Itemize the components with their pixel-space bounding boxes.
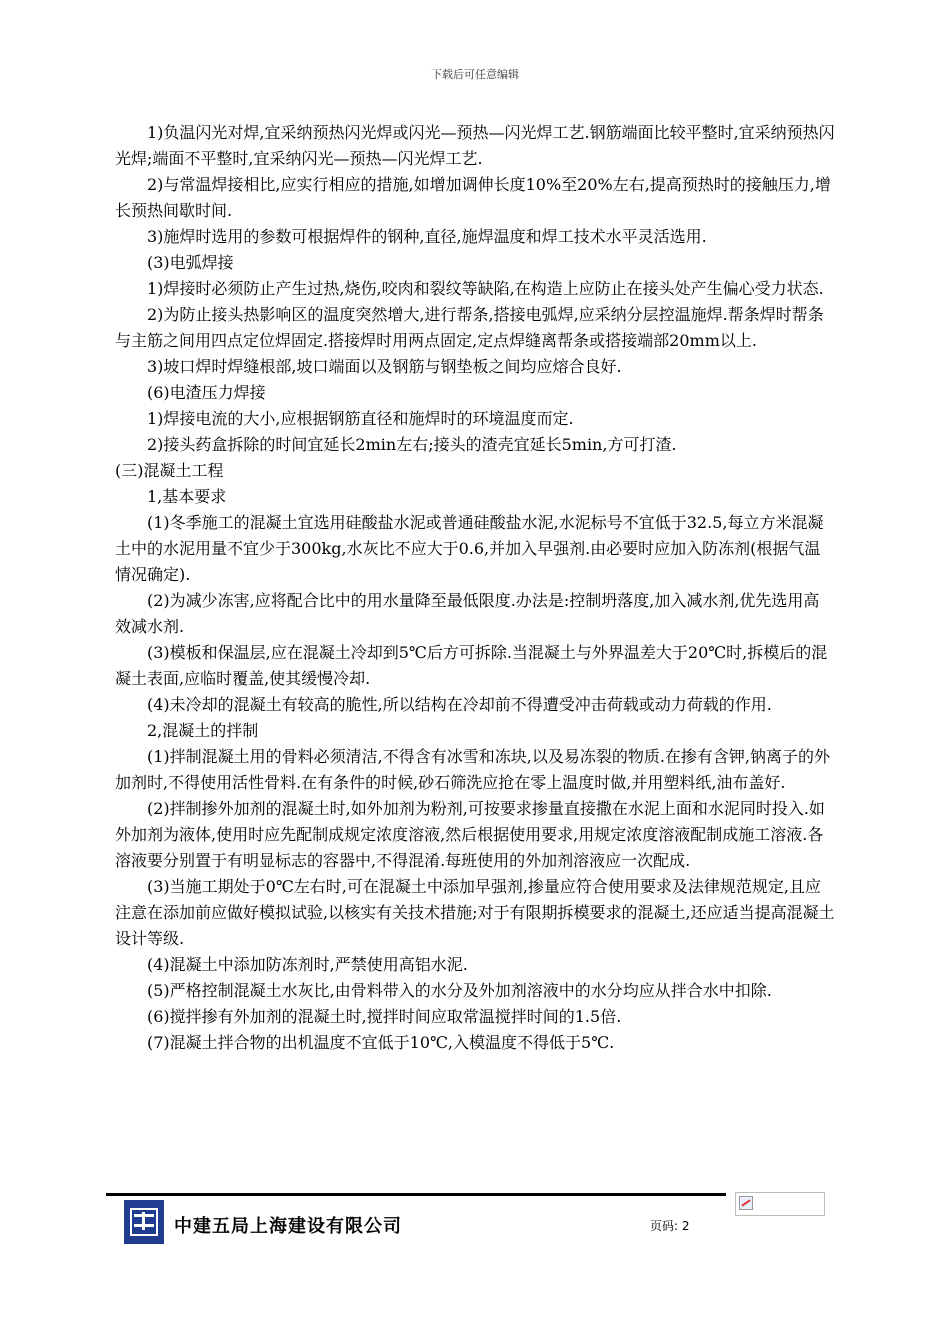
paragraph: (4)混凝土中添加防冻剂时,严禁使用高铝水泥. [147, 955, 468, 974]
paragraph: (3)模板和保温层,应在混凝土冷却到5℃后方可拆除.当混凝土与外界温差大于20℃时,拆模后的混凝土表面,应临时覆盖,使其缓慢冷却. [115, 643, 828, 688]
paragraph: 3)施焊时选用的参数可根据焊件的钢种,直径,施焊温度和焊工技术水平灵活选用. [147, 227, 707, 246]
section-heading: 1,基本要求 [147, 487, 227, 506]
broken-image-icon [739, 1196, 753, 1210]
paragraph: 1)负温闪光对焊,宜采纳预热闪光焊或闪光—预热—闪光焊工艺.钢筋端面比较平整时,宜采纳预热闪光焊;端面不平整时,宜采纳闪光—预热—闪光焊工艺. [115, 123, 835, 168]
section-heading: 2,混凝土的拌制 [147, 721, 259, 740]
paragraph: 2)接头药盒拆除的时间宜延长2min左右;接头的渣壳宜延长5min,方可打渣. [147, 435, 677, 454]
chapter-heading: (三)混凝土工程 [115, 461, 224, 480]
paragraph: 3)坡口焊时焊缝根部,坡口端面以及钢筋与钢垫板之间均应熔合良好. [147, 357, 622, 376]
section-heading: (3)电弧焊接 [147, 253, 234, 272]
header-note: 下载后可任意编辑 [431, 68, 519, 81]
paragraph: (2)拌制掺外加剂的混凝土时,如外加剂为粉剂,可按要求掺量直接撒在水泥上面和水泥同时投入.如外加剂为液体,使用时应先配制成规定浓度溶液,然后根据使用要求,用规定浓度溶液配制成施工溶液.各溶液要分别置于有明显标志的容器中,不得混淆.每班使用的外加剂溶液应一次配成. [115, 799, 825, 870]
paragraph: 2)为防止接头热影响区的温度突然增大,进行帮条,搭接电弧焊,应采纳分层控温施焊.帮条焊时帮条与主筋之间用四点定位焊固定.搭接焊时用两点固定,定点焊缝离帮条或搭接端部20mm以上. [115, 305, 824, 350]
paragraph: (5)严格控制混凝土水灰比,由骨料带入的水分及外加剂溶液中的水分均应从拌合水中扣除. [147, 981, 772, 1000]
paragraph: 1)焊接时必须防止产生过热,烧伤,咬肉和裂纹等缺陷,在构造上应防止在接头处产生偏心受力状态. [147, 279, 824, 298]
company-name: 中建五局上海建设有限公司 [174, 1216, 402, 1237]
cscec-logo-icon [124, 1200, 164, 1244]
paragraph: 1)焊接电流的大小,应根据钢筋直径和施焊时的环境温度而定. [147, 409, 574, 428]
paragraph: (7)混凝土拌合物的出机温度不宜低于10℃,入模温度不得低于5℃. [147, 1033, 615, 1052]
paragraph: (2)为减少冻害,应将配合比中的用水量降至最低限度.办法是:控制坍落度,加入减水剂,优先选用高效减水剂. [115, 591, 820, 636]
paragraph: (4)未冷却的混凝土有较高的脆性,所以结构在冷却前不得遭受冲击荷载或动力荷载的作用. [147, 695, 772, 714]
broken-image-placeholder [735, 1192, 825, 1216]
footer-divider [106, 1193, 726, 1196]
page-number: 页码: 2 [650, 1219, 690, 1233]
paragraph: (6)搅拌掺有外加剂的混凝土时,搅拌时间应取常温搅拌时间的1.5倍. [147, 1007, 622, 1026]
document-body [115, 120, 835, 1056]
section-heading: (6)电渣压力焊接 [147, 383, 266, 402]
paragraph: 2)与常温焊接相比,应实行相应的措施,如增加调伸长度10%至20%左右,提高预热时的接触压力,增长预热间歇时间. [115, 175, 831, 220]
paragraph: (1)冬季施工的混凝土宜选用硅酸盐水泥或普通硅酸盐水泥,水泥标号不宜低于32.5,每立方米混凝土中的水泥用量不宜少于300kg,水灰比不应大于0.6,并加入早强剂.由必要时应加入防冻剂(根据气温情况确定). [115, 513, 824, 584]
paragraph: (1)拌制混凝土用的骨料必须清洁,不得含有冰雪和冻块,以及易冻裂的物质.在掺有含钾,钠离子的外加剂时,不得使用活性骨料.在有条件的时候,砂石筛洗应抢在零上温度时做,并用塑料纸,油布盖好. [115, 747, 831, 792]
paragraph: (3)当施工期处于0℃左右时,可在混凝土中添加早强剂,掺量应符合使用要求及法律规范规定,且应注意在添加前应做好模拟试验,以核实有关技术措施;对于有限期拆模要求的混凝土,还应适当提高混凝土设计等级. [115, 877, 835, 948]
